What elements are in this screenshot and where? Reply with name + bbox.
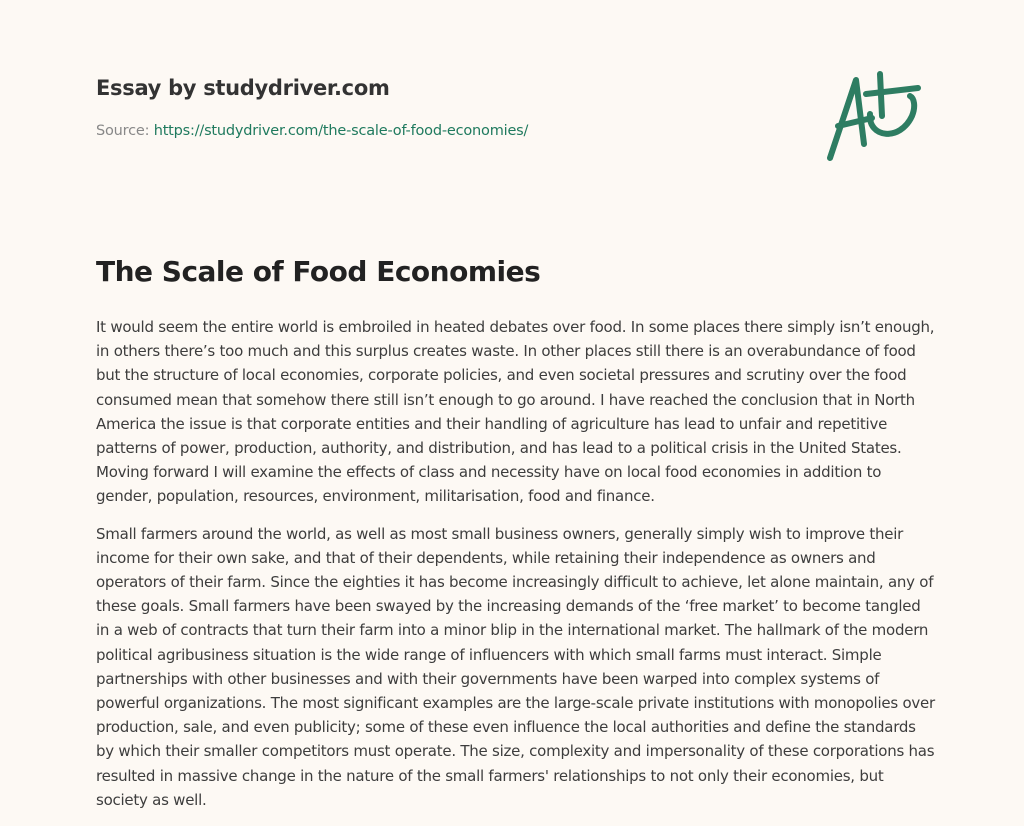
source-line — [96, 123, 528, 139]
source-link[interactable]: https://studydriver.com/the-scale-of-food-economies/ — [153, 123, 529, 139]
a-plus-logo-icon — [820, 66, 930, 166]
essay-body — [96, 315, 936, 825]
paragraph: Small farmers around the world, as well as most small business owners, generally simply wish to improve their income for their own sake, and that of their dependents, while retaining their independence as owners and operators of their farm. Since the eighties it has become increasingly difficult to achieve, let alone maintain, any of these goals. Small farmers have been swayed by the increasing demands of the ‘free market’ to become tangled in a web of contracts that turn their farm into a minor blip in the international market. The hallmark of the modern political agribusiness situation is the wide range of influencers with which small farms must interact. Simple partnerships with other businesses and with their governments have been warped into complex systems of powerful organizations. The most significant examples are the large-scale private institutions with monopolies over production, sale, and even publicity; some of these even influence the local authorities and define the standards by which their smaller competitors must operate. The size, complexity and impersonality of these corporations has resulted in massive change in the nature of the small farmers' relationships to not only their economies, but society as well. — [96, 524, 935, 809]
site-label: Essay by studydriver.com — [96, 76, 390, 100]
paragraph: It would seem the entire world is embroiled in heated debates over food. In some places there simply isn’t enough, in others there’s too much and this surplus creates waste. In other places still there is an overabundance of food but the structure of local economies, corporate policies, and even societal pressures and scrutiny over the food consumed mean that somehow there still isn’t enough to go around. I have reached the conclusion that in North America the issue is that corporate entities and their handling of agriculture has lead to unfair and repetitive patterns of power, production, authority, and distribution, and has lead to a political crisis in the United States. Moving forward I will examine the effects of class and necessity have on local food economies in addition to gender, population, resources, environment, militarisation, food and finance. — [96, 318, 935, 506]
essay-title: The Scale of Food Economies — [96, 255, 541, 288]
source-prefix: Source: — [96, 123, 154, 139]
